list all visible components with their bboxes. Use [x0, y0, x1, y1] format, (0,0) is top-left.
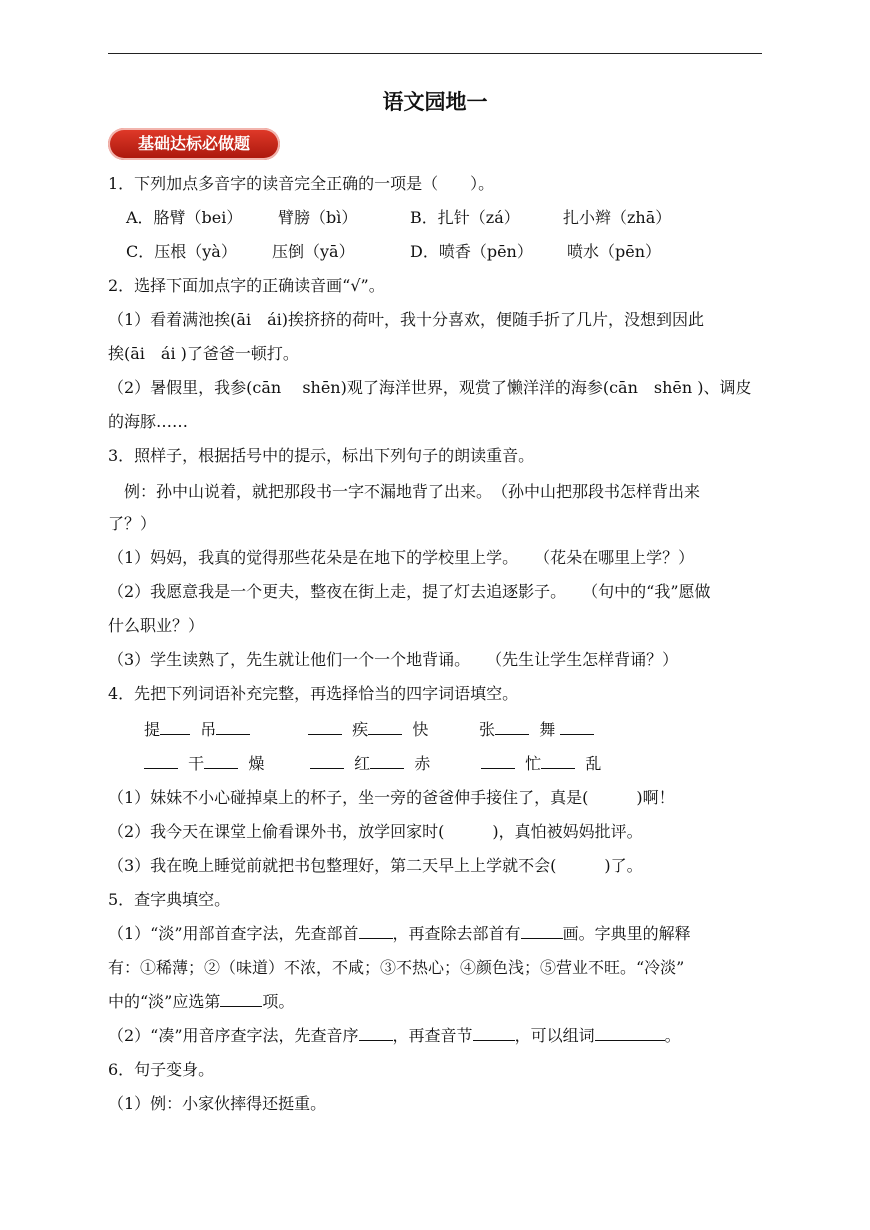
- idiom-char: 提: [144, 720, 161, 739]
- idiom-blank[interactable]: [481, 752, 515, 769]
- q3-sentence-2-cont: 什么职业？）: [108, 616, 205, 635]
- idiom-4: [144, 752, 264, 776]
- idiom-blank[interactable]: [560, 718, 594, 735]
- q3-example: 例：孙中山说着，就把那段书一字不漏地背了出来。 （孙中山把那段书怎样背出来: [124, 482, 701, 501]
- answer-blank[interactable]: [220, 990, 262, 1007]
- q1-option-b2: 扎小辫（zhā）: [563, 208, 672, 227]
- q5-text: （2）“凑”用音序查字法，先查音序: [108, 1026, 359, 1045]
- q5-line-1: [108, 922, 691, 946]
- section-badge: 基础达标必做题: [108, 128, 280, 160]
- idiom-blank[interactable]: [368, 718, 402, 735]
- header-rule: [108, 53, 762, 54]
- q5-line-4: [108, 1024, 681, 1048]
- q5-line-2: 有：①稀薄；②（味道）不浓，不咸；③不热心；④颜色浅；⑤营业不旺。“冷淡”: [108, 958, 685, 977]
- q5-text: 中的“淡”应选第: [108, 992, 221, 1011]
- q1-option-a2: 臂膀（bì）: [278, 208, 358, 227]
- q3-stem: 3．照样子，根据括号中的提示，标出下列句子的朗读重音。: [108, 446, 535, 465]
- q5-text: （1）“淡”用部首查字法，先查部首: [108, 924, 359, 943]
- idiom-5: [310, 752, 430, 776]
- q6-line-1: （1）例：小家伙摔得还挺重。: [108, 1094, 327, 1113]
- idiom-blank[interactable]: [216, 718, 250, 735]
- answer-blank[interactable]: [359, 922, 393, 939]
- q2-line-2: 挨(āi ái )了爸爸一顿打。: [108, 344, 299, 363]
- idiom-blank[interactable]: [160, 718, 190, 735]
- idiom-char: 赤: [414, 754, 431, 773]
- idiom-char: 快: [412, 720, 429, 739]
- q4-fill-1: （1）妹妹不小心碰掉桌上的杯子，坐一旁的爸爸伸手接住了，真是( )啊！: [108, 788, 675, 807]
- q1-option-b1: B．扎针（zá）: [410, 208, 520, 227]
- q5-text: ，再查音节: [392, 1026, 473, 1045]
- idiom-blank[interactable]: [541, 752, 575, 769]
- answer-blank[interactable]: [521, 922, 563, 939]
- idiom-char: 疾: [352, 720, 369, 739]
- idiom-char: 红: [354, 754, 371, 773]
- q2-line-4: 的海豚……: [108, 412, 189, 431]
- idiom-char: 乱: [585, 754, 602, 773]
- q3-example-cont: 了？）: [108, 514, 157, 533]
- q1-option-d2: 喷水（pēn）: [567, 242, 662, 261]
- q4-fill-2: （2）我今天在课堂上偷看课外书，放学回家时( )，真怕被妈妈批评。: [108, 822, 643, 841]
- idiom-blank[interactable]: [310, 752, 344, 769]
- q1-option-c1: C．压根（yà）: [126, 242, 237, 261]
- q2-line-3: （2）暑假里，我参(cān shēn)观了海洋世界，观赏了懒洋洋的海参(cān shēn )、调皮: [108, 378, 752, 397]
- q1-stem: 1．下列加点多音字的读音完全正确的一项是（ ）。: [108, 174, 495, 193]
- q6-stem: 6．句子变身。: [108, 1060, 215, 1079]
- q5-text: 画。字典里的解释: [562, 924, 691, 943]
- idiom-char: 干: [188, 754, 205, 773]
- q5-text: ，再查除去部首有: [392, 924, 521, 943]
- q5-stem: 5．查字典填空。: [108, 890, 231, 909]
- idiom-blank[interactable]: [204, 752, 238, 769]
- idiom-2: [308, 718, 428, 742]
- answer-blank[interactable]: [595, 1024, 665, 1041]
- idiom-char: 燥: [248, 754, 265, 773]
- q1-option-c2: 压倒（yā）: [272, 242, 355, 261]
- idiom-char: 舞: [539, 720, 556, 739]
- idiom-char: 吊: [200, 720, 217, 739]
- idiom-blank[interactable]: [308, 718, 342, 735]
- q3-sentence-2: （2）我愿意我是一个更夫，整夜在街上走，提了灯去追逐影子。 （句中的“我”愿做: [108, 582, 711, 601]
- idiom-char: 张: [479, 720, 496, 739]
- answer-blank[interactable]: [473, 1024, 515, 1041]
- q1-option-a1: A．胳臂（bei）: [126, 208, 243, 227]
- q3-sentence-3: （3）学生读熟了，先生就让他们一个一个地背诵。 （先生让学生怎样背诵？）: [108, 650, 679, 669]
- q3-sentence-1: （1）妈妈，我真的觉得那些花朵是在地下的学校里上学。 （花朵在哪里上学？）: [108, 548, 695, 567]
- q5-text: 项。: [262, 992, 295, 1011]
- q2-stem: 2．选择下面加点字的正确读音画“√”。: [108, 276, 385, 295]
- answer-blank[interactable]: [359, 1024, 393, 1041]
- page-title: 语文园地一: [382, 89, 488, 114]
- q4-stem: 4．先把下列词语补充完整，再选择恰当的四字词语填空。: [108, 684, 519, 703]
- idiom-blank[interactable]: [144, 752, 178, 769]
- idiom-char: 忙: [525, 754, 542, 773]
- q1-option-d1: D．喷香（pēn）: [410, 242, 533, 261]
- q5-text: ，可以组词: [514, 1026, 595, 1045]
- q4-fill-3: （3）我在晚上睡觉前就把书包整理好，第二天早上上学就不会( )了。: [108, 856, 643, 875]
- q5-text: 。: [664, 1026, 681, 1045]
- q2-line-1: （1）看着满池挨(āi ái)挨挤挤的荷叶，我十分喜欢，便随手折了几片，没想到因此: [108, 310, 704, 329]
- q5-line-3: [108, 990, 294, 1014]
- idiom-1: [144, 718, 250, 742]
- idiom-blank[interactable]: [495, 718, 529, 735]
- idiom-blank[interactable]: [370, 752, 404, 769]
- idiom-6: [481, 752, 601, 776]
- idiom-3: [479, 718, 594, 742]
